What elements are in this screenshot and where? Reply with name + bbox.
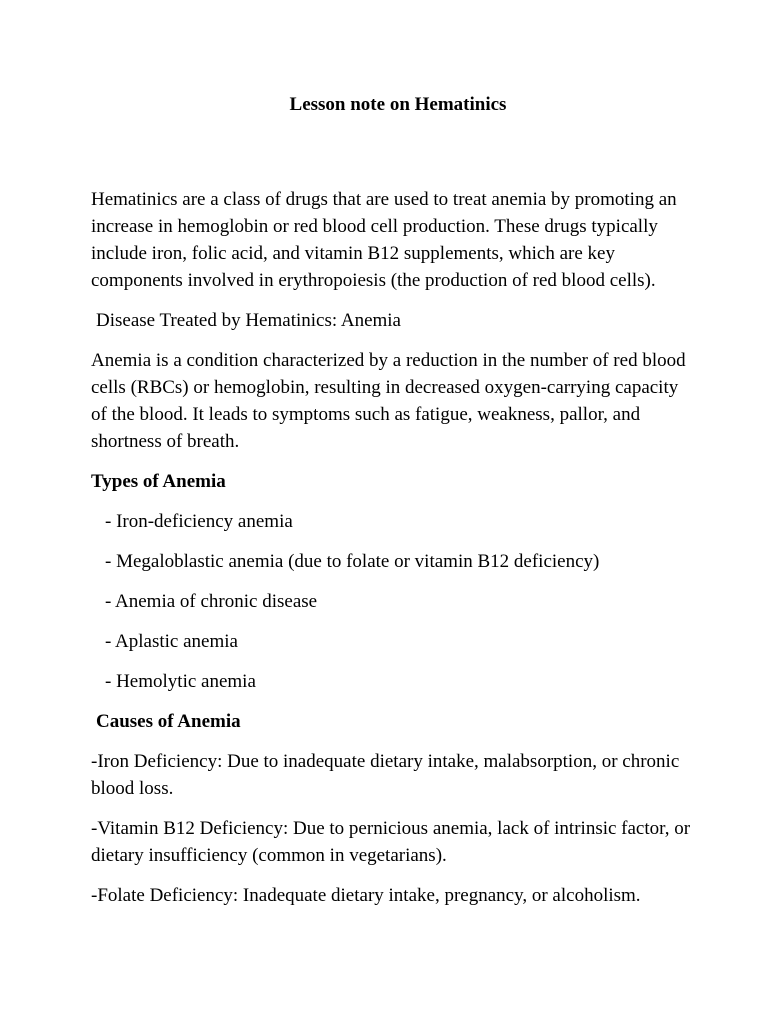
types-heading: Types of Anemia: [91, 471, 226, 492]
type-list-item: - Aplastic anemia: [105, 631, 238, 652]
page-title: Lesson note on Hematinics: [289, 94, 507, 115]
type-list-item: - Anemia of chronic disease: [105, 591, 318, 612]
cause-list-item: -Vitamin B12 Deficiency: Due to pernicious anemia, lack of intrinsic factor, or dietary insufficiency (common in vegetarians).: [91, 818, 691, 866]
anemia-definition-paragraph: Anemia is a condition characterized by a reduction in the number of red blood cells (RBCs) or hemoglobin, resulting in decreased oxygen-carrying capacity of the blood. It leads to symptoms such as fatigue, weakness, pallor, and shortness of breath.: [91, 350, 686, 452]
intro-paragraph: Hematinics are a class of drugs that are used to treat anemia by promoting an increase in hemoglobin or red blood cell production. These drugs typically include iron, folic acid, and vitamin B12 supplements, which are key components involved in erythropoiesis (the production of red blood cells).: [91, 189, 677, 291]
cause-list-item: -Iron Deficiency: Due to inadequate dietary intake, malabsorption, or chronic blood loss.: [91, 751, 680, 799]
type-list-item: - Iron-deficiency anemia: [105, 511, 293, 532]
document-body: [91, 91, 691, 909]
cause-list-item: -Folate Deficiency: Inadequate dietary intake, pregnancy, or alcoholism.: [91, 885, 641, 906]
type-list-item: - Megaloblastic anemia (due to folate or vitamin B12 deficiency): [105, 551, 600, 572]
type-list-item: - Hemolytic anemia: [105, 671, 256, 692]
causes-heading: Causes of Anemia: [96, 711, 241, 732]
disease-heading: Disease Treated by Hematinics: Anemia: [96, 310, 401, 331]
